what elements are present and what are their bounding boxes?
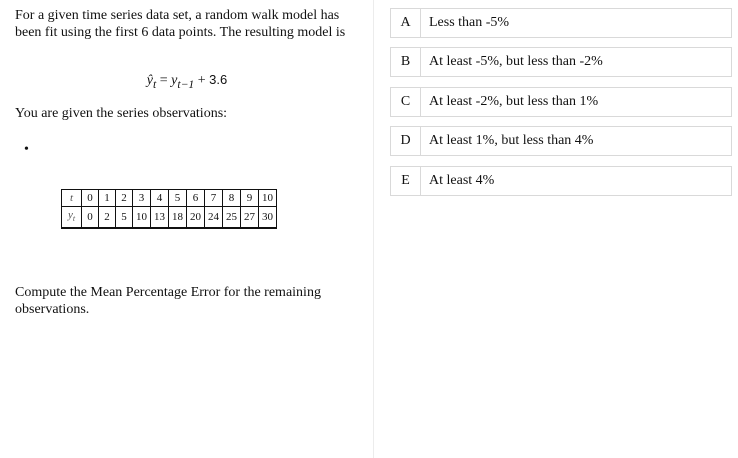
choice-text: At least -2%, but less than 1% <box>429 94 599 109</box>
row-label-y-subscript: t <box>72 214 76 224</box>
table-cell-y: 0 <box>82 207 99 229</box>
table-cell-t: 10 <box>259 190 277 207</box>
equation-plus: + <box>197 73 206 88</box>
equation-lhs: ŷ <box>146 73 153 88</box>
table-cell-t: 5 <box>169 190 187 207</box>
table-cell-t: 8 <box>223 190 241 207</box>
choice-text: Less than -5% <box>429 15 510 30</box>
table-cell-t: 9 <box>241 190 259 207</box>
problem-intro: For a given time series data set, a random walk model has been fit using the first 6 data points. The resulting model is <box>15 8 346 40</box>
row-label-t-text: t <box>69 192 74 204</box>
table-cell-t: 0 <box>82 190 99 207</box>
task-text: Compute the Mean Percentage Error for the remaining observations. <box>15 285 321 317</box>
table-cell-y: 27 <box>241 207 259 229</box>
answer-choice-d[interactable] <box>390 126 732 156</box>
choice-text: At least 4% <box>429 173 495 188</box>
table-cell-t: 2 <box>116 190 133 207</box>
choice-text: At least -5%, but less than -2% <box>429 54 603 69</box>
row-label-y-text: y <box>67 209 73 221</box>
choice-letter: C <box>391 88 421 116</box>
equation-constant: 3.6 <box>209 72 228 87</box>
observations-intro: You are given the series observations: <box>15 106 228 121</box>
table-cell-y: 5 <box>116 207 133 229</box>
table-cell-y: 2 <box>99 207 116 229</box>
table-cell-y: 13 <box>151 207 169 229</box>
choice-letter: E <box>391 167 421 195</box>
answer-choice-c[interactable] <box>390 87 732 117</box>
answer-choice-b[interactable] <box>390 47 732 77</box>
table-cell-y: 18 <box>169 207 187 229</box>
table-cell-y: 10 <box>133 207 151 229</box>
table-cell-t: 6 <box>187 190 205 207</box>
table-cell-y: 30 <box>259 207 277 229</box>
choice-letter: B <box>391 48 421 76</box>
table-row-t <box>62 190 277 207</box>
table-row-label-y <box>62 207 82 229</box>
table-cell-y: 25 <box>223 207 241 229</box>
equation-lhs-subscript: t <box>152 77 157 91</box>
table-row-y <box>62 207 277 229</box>
model-equation <box>0 72 374 91</box>
observations-table <box>61 189 277 229</box>
table-cell-t: 4 <box>151 190 169 207</box>
answer-choice-e[interactable] <box>390 166 732 196</box>
answer-choice-a[interactable] <box>390 8 732 38</box>
table-row-label-t <box>62 190 82 207</box>
choice-letter: A <box>391 9 421 37</box>
table-cell-t: 1 <box>99 190 116 207</box>
table-cell-y: 24 <box>205 207 223 229</box>
choice-letter: D <box>391 127 421 155</box>
choice-text: At least 1%, but less than 4% <box>429 133 594 148</box>
list-bullet: • <box>24 142 29 157</box>
table-cell-t: 7 <box>205 190 223 207</box>
answer-choices-pane <box>375 0 738 458</box>
equation-rhs-subscript: t−1 <box>177 77 195 91</box>
table-cell-t: 3 <box>133 190 151 207</box>
equation-rhs-variable: y <box>171 73 178 88</box>
table-cell-y: 20 <box>187 207 205 229</box>
equation-equals: = <box>159 73 168 88</box>
